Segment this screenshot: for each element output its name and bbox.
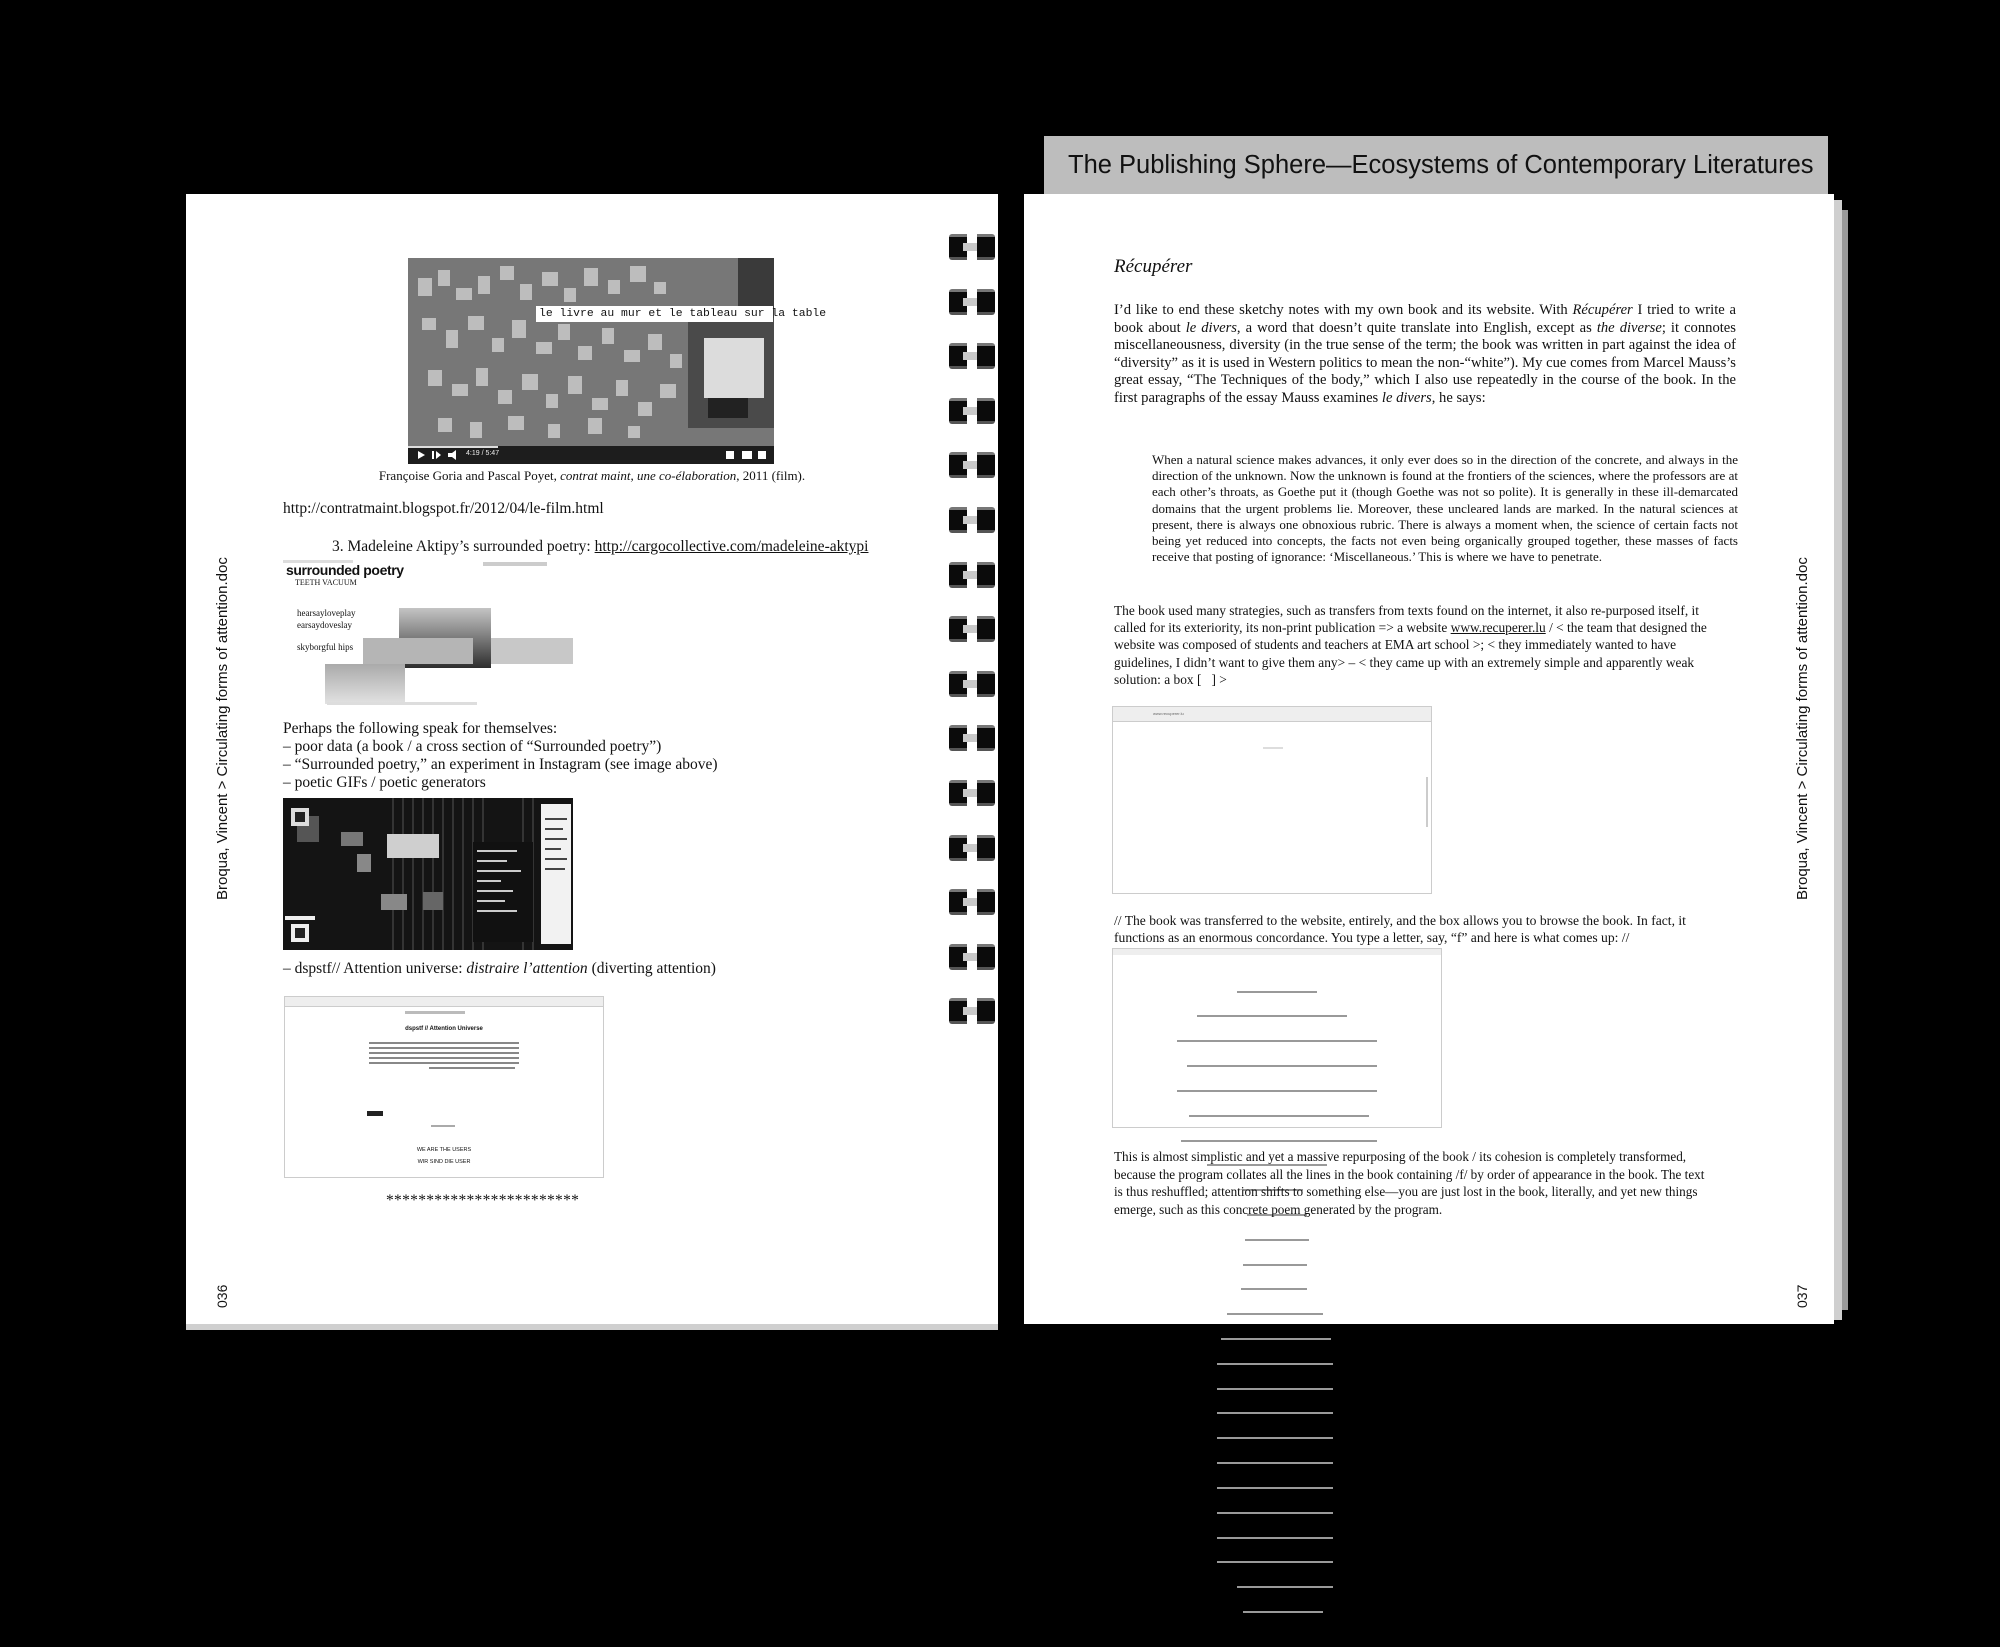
film-caption: Françoise Goria and Pascal Poyet, contrat maint, une co-élaboration, 2011 (film).	[378, 468, 806, 483]
right-page-edges	[1834, 200, 1842, 1320]
film-still	[408, 258, 774, 464]
word-skyborgful-hips: skyborgful hips	[297, 642, 354, 652]
video-time: 4:19 / 5:47	[466, 450, 500, 457]
browser-address-bar	[285, 997, 603, 1007]
video-overlay-caption: le livre au mur et le tableau sur la table	[536, 306, 773, 322]
small-black-button	[367, 1111, 383, 1116]
paragraph-2: The book used many strategies, such as transfers from texts found on the internet, it also re-purposed itself, it called for its exteriority, its non-print publication => a website www.recuperer.lu / < the team that designed the website was composed of students and teachers at EMA art school >; < they immediately wanted to have guidelines, I didn’t want to give them any> – < they came up with an extremely simple and apparently weak solution: a box [ ] >	[1114, 603, 1707, 687]
gray-tile-2	[491, 638, 573, 664]
poetic-generator-screenshot	[283, 798, 573, 950]
cargocollective-link[interactable]: http://cargocollective.com/madeleine-aktypi	[594, 538, 869, 555]
left-running-head: Broqua, Vincent > Circulating forms of attention.doc	[214, 557, 231, 900]
spiral-coil	[949, 234, 995, 260]
film-url: http://contratmaint.blogspot.fr/2012/04/le-film.html	[283, 500, 604, 517]
scrollbar[interactable]	[1426, 777, 1428, 827]
paragraph-4: This is almost simplistic and yet a massive repurposing of the book / its cohesion is completely transformed, because the program collates all the lines in the book containing /f/ by order of appearance in the book. The text is thus reshuffled; attention shifts to something else—you are just lost in the book, literally, and yet new things emerge, such as this concrete poem generated by the program.	[1114, 1149, 1705, 1217]
list-item-3: – poetic GIFs / poetic generators	[283, 774, 486, 791]
spiral-coil	[949, 889, 995, 915]
surrounded-poetry-title: surrounded poetry	[286, 562, 404, 578]
spiral-coil	[949, 671, 995, 697]
right-running-head: Broqua, Vincent > Circulating forms of attention.doc	[1794, 557, 1811, 900]
tiny-heading	[405, 1011, 465, 1014]
spiral-coil	[949, 343, 995, 369]
recuperer-website-screenshot	[1112, 706, 1432, 894]
spiral-coil	[949, 507, 995, 533]
search-box[interactable]	[1263, 747, 1283, 749]
attention-universe-title: dspstf // Attention Universe	[405, 1026, 483, 1032]
generator-ui	[283, 798, 573, 950]
spiral-coil	[949, 835, 995, 861]
gray-tile-1	[363, 638, 473, 664]
body-text-block	[369, 1039, 519, 1072]
section-heading-recuperer: Récupérer	[1114, 256, 1193, 277]
wir-sind-die-user: WIR SIND DIE USER	[417, 1159, 471, 1165]
list-item-1: – poor data (a book / a cross section of “Surrounded poetry”)	[283, 738, 662, 755]
surrounded-poetry-screenshot	[283, 558, 575, 706]
browser-url: www.recuperer.lu	[1153, 711, 1184, 716]
attention-universe-screenshot	[284, 996, 604, 1178]
spiral-coil	[949, 616, 995, 642]
screenshot-bar	[483, 562, 547, 566]
spiral-coil	[949, 998, 995, 1024]
item-3-madeleine-aktypi: 3. Madeleine Aktipy’s surrounded poetry: http://cargocollective.com/madeleine-aktypi	[332, 538, 869, 555]
right-page-edges-2	[1842, 210, 1848, 1310]
left-page-edge	[186, 1324, 998, 1330]
sky-photo	[325, 664, 405, 704]
word-teeth-vacuum: TEETH VACUUM	[295, 578, 357, 587]
spiral-coil	[949, 780, 995, 806]
word-earsaydoveslay: earsaydoveslay	[297, 620, 352, 630]
spiral-coil	[949, 562, 995, 588]
we-are-the-users: WE ARE THE USERS	[416, 1147, 472, 1153]
left-page-number: 036	[214, 1284, 230, 1308]
list-intro: Perhaps the following speak for themselves:	[283, 720, 558, 737]
concordance-top-bar	[1113, 949, 1441, 955]
book-title-banner	[1044, 136, 1828, 194]
concordance-lines	[1113, 957, 1441, 1647]
concordance-screenshot	[1112, 948, 1442, 1128]
dspstf-line: – dspstf// Attention universe: distraire l’attention (diverting attention)	[283, 960, 716, 977]
book-title: The Publishing Sphere—Ecosystems of Contemporary Literatures	[1068, 151, 1814, 179]
spiral-coil	[949, 725, 995, 751]
list-item-2: – “Surrounded poetry,” an experiment in Instagram (see image above)	[283, 756, 718, 773]
right-page-number: 037	[1794, 1284, 1810, 1308]
left-page	[186, 194, 998, 1324]
word-hearsayloveplay: hearsayloveplay	[297, 608, 356, 618]
film-video-screenshot	[408, 258, 827, 464]
paragraph-3: // The book was transferred to the website, entirely, and the box allows you to browse the book. In fact, it functions as an enormous concordance. You type a letter, say, “f” and here is what comes up: //	[1114, 913, 1686, 945]
screenshot-footer	[327, 702, 477, 705]
pager	[431, 1125, 455, 1127]
spiral-coil	[949, 398, 995, 424]
mauss-quote: When a natural science makes advances, it only ever does so in the direction of the concrete, and always in the direction of the unknown. Now the unknown is found at the frontiers of the sciences, where the professors are at each other’s throats, as Goethe put it (though Goethe was not so polite). It is generally in these ill-demarcated domains that the urgent problems lie. Moreover, these uncleared lands are marked. In the natural sciences at present, there is always one obnoxious rubric. There is always a moment when, the science of certain facts not being yet reduced into concepts, the facts not even being organically grouped together, these masses of facts receive that posting of ignorance: ‘Miscellaneous.’ This is where we have to penetrate.	[1152, 452, 1738, 565]
spiral-coil	[949, 944, 995, 970]
paragraph-1: I’d like to end these sketchy notes with my own book and its website. With Récupérer I tried to write a book about le divers, a word that doesn’t quite translate into English, except as the diverse; it connotes miscellaneousness, diversity (in the true sense of the term; the book was written in part against the idea of “diversity” as it is used in Western politics to mean the non-“white”). My cue comes from Marcel Mauss’s great essay, “The Techniques of the body,” which I also use repeatedly in the course of the book. In the first paragraphs of the essay Mauss examines le divers, he says:	[1114, 302, 1736, 406]
section-stars: ************************	[386, 1192, 580, 1209]
right-page	[1024, 194, 1834, 1324]
spiral-coil	[949, 452, 995, 478]
spiral-coil	[949, 289, 995, 315]
